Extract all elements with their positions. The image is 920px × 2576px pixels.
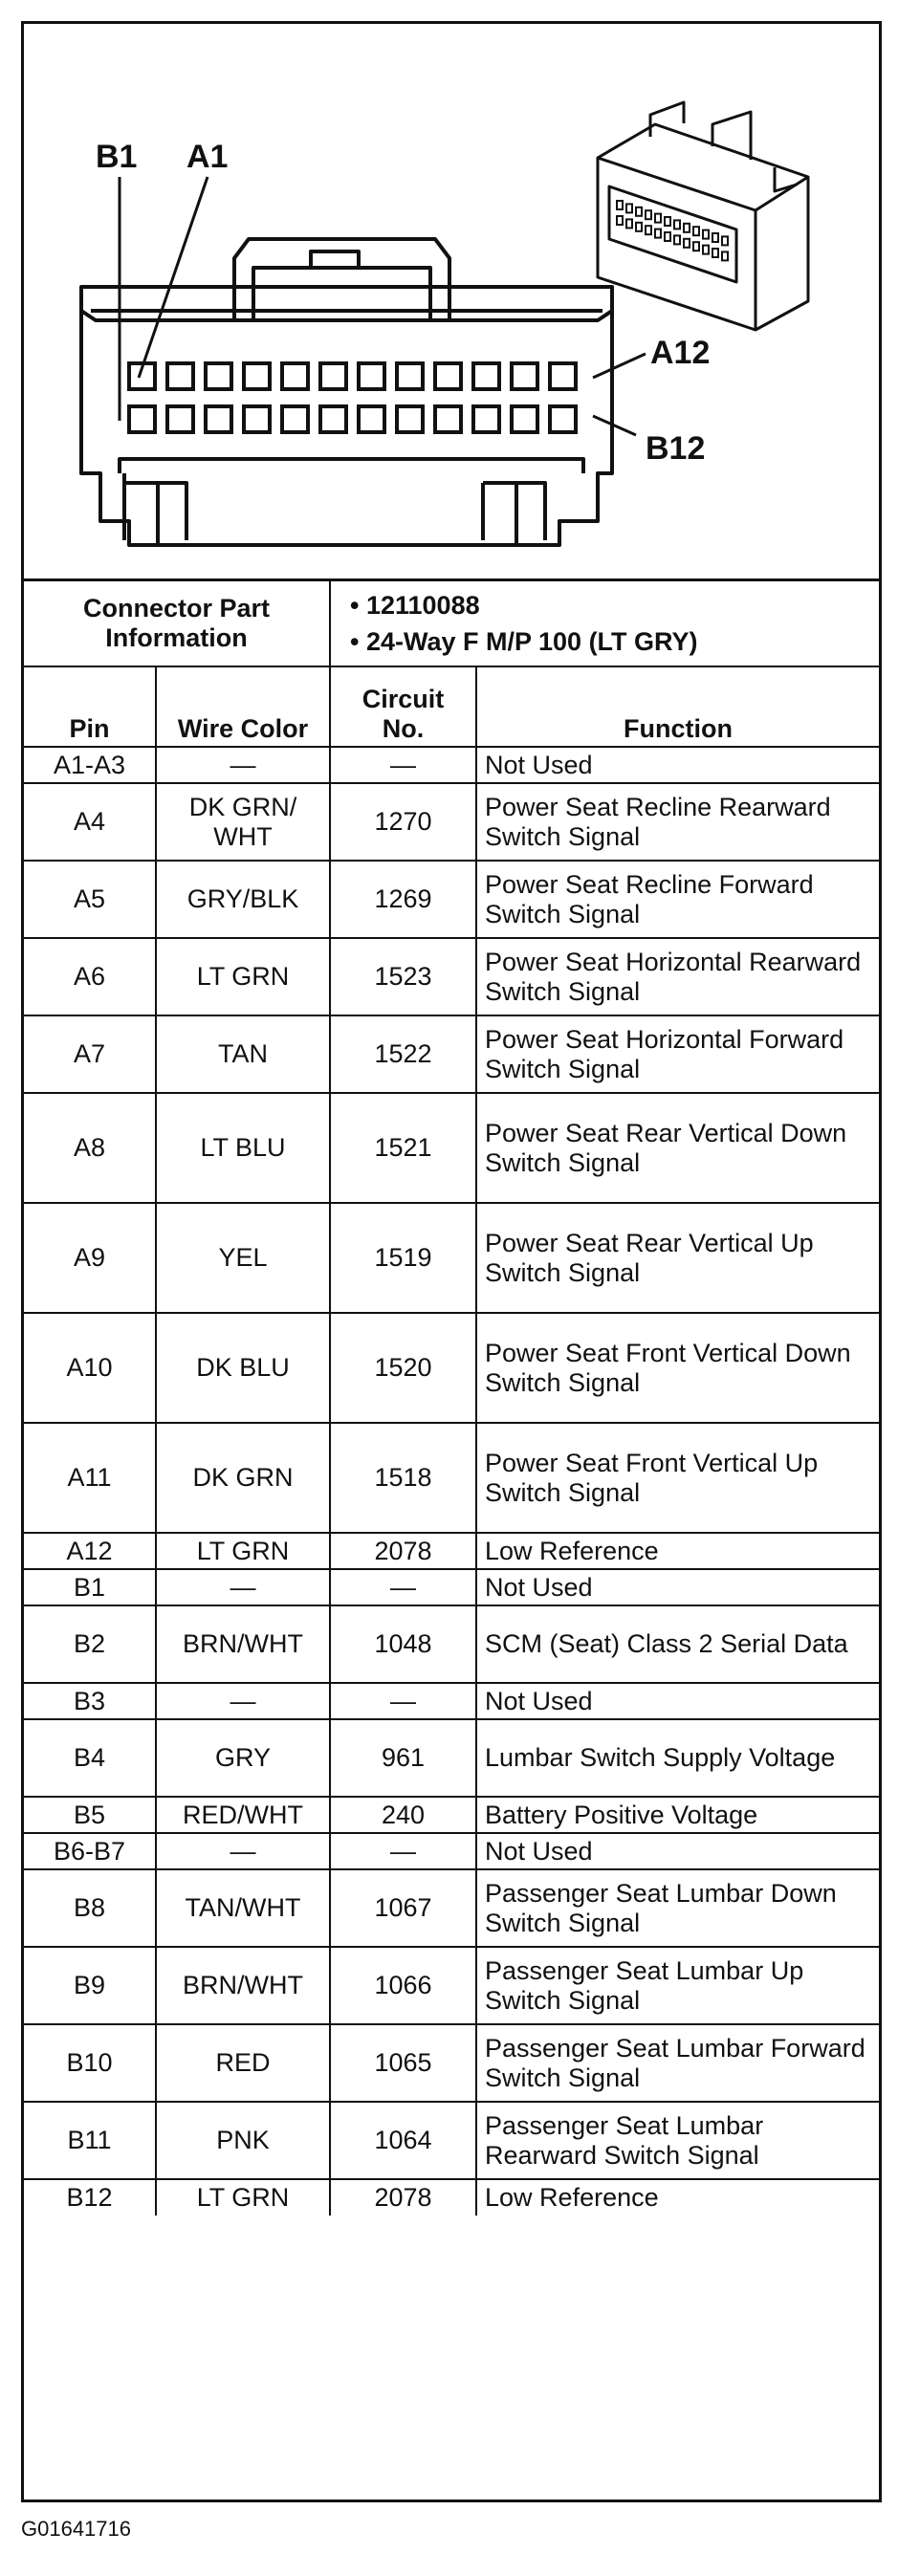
iso-pin [684,239,690,248]
table-row [24,2102,879,2179]
iso-pin [693,242,699,251]
header-pin: Pin [24,666,156,747]
pin-cavity [244,363,270,389]
iso-pin [693,227,699,235]
figure-caption: G01641716 [21,2517,131,2541]
wire-color-cell: LT BLU [156,1093,330,1203]
pin-cell: A12 [24,1533,156,1569]
iso-pin [712,233,718,242]
table-row [24,1203,879,1313]
wire-color-cell: LT GRN [156,2179,330,2216]
pin-cavity [550,363,576,389]
wire-color-cell: TAN/WHT [156,1869,330,1947]
table-row [24,1683,879,1719]
function-cell: Not Used [476,1683,879,1719]
circuit-cell: 1067 [330,1869,476,1947]
pin-cell: B8 [24,1869,156,1947]
table-row [24,1869,879,1947]
pin-cell: A4 [24,783,156,861]
wire-color-cell: GRY [156,1719,330,1797]
label-a12: A12 [650,335,711,371]
wire-color-cell: DK GRN/ WHT [156,783,330,861]
pin-cell: B3 [24,1683,156,1719]
pin-cavity [206,406,231,432]
function-cell: Not Used [476,747,879,783]
circuit-cell: 1048 [330,1605,476,1683]
table-row [24,1719,879,1797]
circuit-cell: — [330,1569,476,1605]
circuit-cell: 1523 [330,938,476,1015]
connector-info-row [24,581,879,666]
function-cell: Power Seat Horizontal Forward Switch Signal [476,1015,879,1093]
circuit-cell: 1522 [330,1015,476,1093]
pinout-table [24,581,879,2216]
connector-sheet [21,21,882,2502]
iso-pin [665,232,670,241]
function-cell: Low Reference [476,1533,879,1569]
pin-cavity [244,406,270,432]
iso-pin [674,220,680,229]
iso-pin [646,226,651,234]
function-cell: Passenger Seat Lumbar Rearward Switch Signal [476,2102,879,2179]
table-row [24,1833,879,1869]
pin-cell: B1 [24,1569,156,1605]
wire-color-cell: DK GRN [156,1423,330,1533]
label-b12: B12 [646,430,706,467]
pin-cell: A6 [24,938,156,1015]
circuit-cell: — [330,747,476,783]
pin-cell: A5 [24,861,156,938]
pin-cavity [473,406,499,432]
header-function: Function [476,666,879,747]
table-row [24,747,879,783]
wire-color-cell: LT GRN [156,1533,330,1569]
circuit-cell: 2078 [330,1533,476,1569]
pin-cell: B6-B7 [24,1833,156,1869]
iso-pin [636,223,642,231]
header-wire-color: Wire Color [156,666,330,747]
function-cell: Power Seat Rear Vertical Up Switch Signal [476,1203,879,1313]
pin-cavity [167,406,193,432]
iso-pin [626,204,632,212]
iso-pin [626,219,632,228]
part-description: • 24-Way F M/P 100 (LT GRY) [350,627,698,656]
function-cell: Power Seat Recline Rearward Switch Signal [476,783,879,861]
circuit-cell: 240 [330,1797,476,1833]
wire-color-cell: TAN [156,1015,330,1093]
wire-color-cell: YEL [156,1203,330,1313]
pin-cell: B2 [24,1605,156,1683]
pin-cavity [206,363,231,389]
circuit-cell: 1519 [330,1203,476,1313]
table-row [24,1947,879,2024]
function-cell: Power Seat Front Vertical Down Switch Signal [476,1313,879,1423]
part-number: • 12110088 [350,591,480,620]
table-row [24,938,879,1015]
pin-cavity [435,406,461,432]
wire-color-cell: BRN/WHT [156,1947,330,2024]
table-row [24,2024,879,2102]
pin-cavity [550,406,576,432]
pin-cell: A8 [24,1093,156,1203]
function-cell: Passenger Seat Lumbar Forward Switch Signal [476,2024,879,2102]
header-circuit-no: Circuit No. [330,666,476,747]
iso-pin [722,236,728,245]
circuit-cell: 1520 [330,1313,476,1423]
iso-pin [646,210,651,219]
pin-cell: A11 [24,1423,156,1533]
pin-cavity [473,363,499,389]
table-row [24,1797,879,1833]
table-row [24,1093,879,1203]
circuit-cell: 1064 [330,2102,476,2179]
header-row [24,666,879,747]
table-row [24,1605,879,1683]
table-row [24,1423,879,1533]
wire-color-cell: GRY/BLK [156,861,330,938]
pin-cavity [359,363,384,389]
circuit-cell: 1065 [330,2024,476,2102]
table-row [24,1533,879,1569]
table-row [24,861,879,938]
pin-cavity [359,406,384,432]
isometric-pins [617,201,728,260]
circuit-cell: — [330,1683,476,1719]
circuit-cell: — [330,1833,476,1869]
connector-diagram [24,24,879,581]
iso-pin [703,246,709,254]
connector-isometric-icon [598,102,808,330]
wire-color-cell: RED [156,2024,330,2102]
iso-pin [712,249,718,257]
pin-cavity [512,363,537,389]
pin-cavity [320,406,346,432]
label-a1: A1 [186,139,229,175]
iso-pin [703,230,709,239]
function-cell: SCM (Seat) Class 2 Serial Data [476,1605,879,1683]
circuit-cell: 2078 [330,2179,476,2216]
pin-cavity [512,406,537,432]
pin-cell: B5 [24,1797,156,1833]
function-cell: Power Seat Horizontal Rearward Switch Signal [476,938,879,1015]
iso-pin [684,224,690,232]
function-cell: Power Seat Recline Forward Switch Signal [476,861,879,938]
pin-cavity [282,363,308,389]
wire-color-cell: DK BLU [156,1313,330,1423]
connector-part-numbers [330,581,879,666]
pin-cell: B9 [24,1947,156,2024]
connector-face-drawing [24,24,879,579]
iso-pin [665,217,670,226]
table-row [24,783,879,861]
wire-color-cell: PNK [156,2102,330,2179]
function-cell: Not Used [476,1569,879,1605]
circuit-cell: 1521 [330,1093,476,1203]
function-cell: Power Seat Rear Vertical Down Switch Signal [476,1093,879,1203]
function-cell: Passenger Seat Lumbar Down Switch Signal [476,1869,879,1947]
connector-info-label: Connector Part Information [24,581,330,666]
pin-cavity [397,406,423,432]
pin-cavity [129,406,155,432]
circuit-cell: 1269 [330,861,476,938]
iso-pin [617,216,623,225]
label-b1: B1 [96,139,138,175]
wire-color-cell: — [156,747,330,783]
iso-pin [722,251,728,260]
pin-cell: B4 [24,1719,156,1797]
function-cell: Low Reference [476,2179,879,2216]
pin-cell: B12 [24,2179,156,2216]
pin-cell: A9 [24,1203,156,1313]
iso-pin [655,214,661,223]
wire-color-cell: — [156,1569,330,1605]
wire-color-cell: — [156,1683,330,1719]
iso-pin [655,229,661,238]
pin-cavity [435,363,461,389]
table-row [24,1569,879,1605]
function-cell: Lumbar Switch Supply Voltage [476,1719,879,1797]
pin-cavity [282,406,308,432]
table-row [24,1313,879,1423]
function-cell: Power Seat Front Vertical Up Switch Signal [476,1423,879,1533]
table-row [24,1015,879,1093]
iso-pin [636,207,642,216]
iso-pin [617,201,623,209]
pin-cell: A10 [24,1313,156,1423]
function-cell: Battery Positive Voltage [476,1797,879,1833]
pin-cell: B10 [24,2024,156,2102]
iso-pin [674,235,680,244]
circuit-cell: 961 [330,1719,476,1797]
pin-cavities [129,363,576,432]
function-cell: Not Used [476,1833,879,1869]
pin-cell: A7 [24,1015,156,1093]
wire-color-cell: LT GRN [156,938,330,1015]
function-cell: Passenger Seat Lumbar Up Switch Signal [476,1947,879,2024]
pin-cavity [397,363,423,389]
wire-color-cell: RED/WHT [156,1797,330,1833]
wire-color-cell: — [156,1833,330,1869]
table-row [24,2179,879,2216]
pin-cavity [167,363,193,389]
pin-cell: B11 [24,2102,156,2179]
circuit-cell: 1518 [330,1423,476,1533]
pin-cavity [320,363,346,389]
circuit-cell: 1066 [330,1947,476,2024]
wire-color-cell: BRN/WHT [156,1605,330,1683]
pin-cell: A1-A3 [24,747,156,783]
circuit-cell: 1270 [330,783,476,861]
